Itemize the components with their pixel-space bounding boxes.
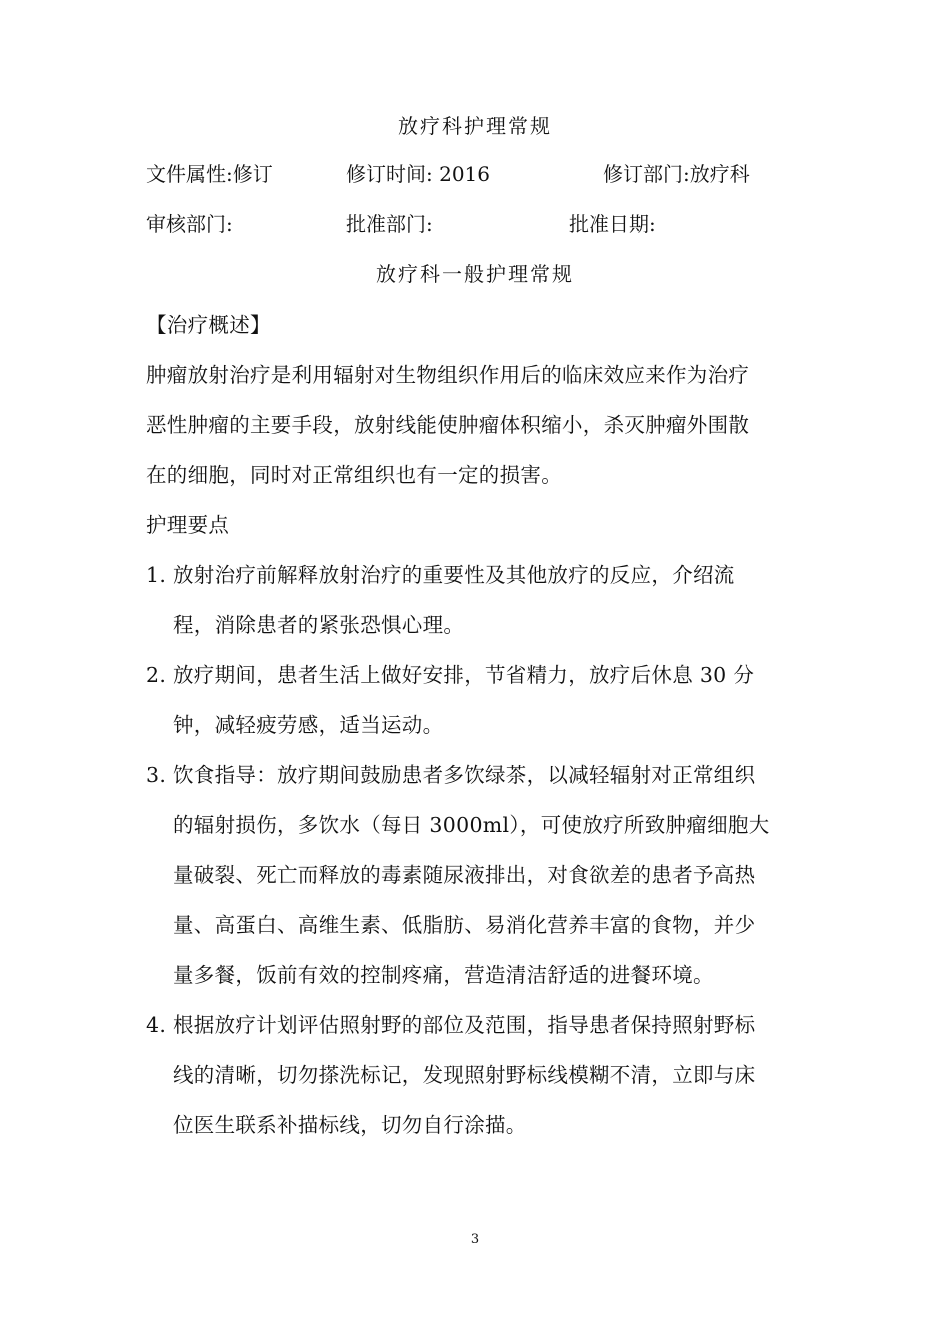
- list-item-continuation: 量多餐，饭前有效的控制疼痛，营造清洁舒适的进餐环境。: [173, 963, 714, 987]
- revision-department: 修订部门:放疗科: [603, 162, 750, 186]
- overview-line: 恶性肿瘤的主要手段，放射线能使肿瘤体积缩小，杀灭肿瘤外围散: [146, 413, 750, 437]
- list-item-continuation: 量破裂、死亡而释放的毒素随尿液排出，对食欲差的患者予高热: [173, 863, 756, 887]
- list-item-number: 1.: [146, 563, 167, 587]
- overview-line: 在的细胞，同时对正常组织也有一定的损害。: [146, 463, 562, 487]
- list-item-number: 4.: [146, 1013, 167, 1037]
- list-item-continuation: 线的清晰，切勿搽洗标记，发现照射野标线模糊不清，立即与床: [173, 1063, 756, 1087]
- list-item-number: 3.: [146, 763, 167, 787]
- approval-date: 批准日期:: [569, 212, 656, 236]
- list-item-number: 2.: [146, 663, 167, 687]
- list-item-text: 放射治疗前解释放射治疗的重要性及其他放疗的反应，介绍流: [173, 563, 735, 587]
- approval-department: 批准部门:: [346, 212, 433, 236]
- list-item-text: 饮食指导：放疗期间鼓励患者多饮绿茶，以减轻辐射对正常组织: [173, 763, 756, 787]
- list-item: [146, 758, 755, 788]
- list-item-continuation: 的辐射损伤，多饮水（每日 3000ml），可使放疗所致肿瘤细胞大: [173, 813, 770, 837]
- revision-time: 修订时间: 2016: [346, 162, 490, 186]
- list-item: [146, 658, 754, 688]
- page-number: 3: [470, 1232, 480, 1247]
- file-attribute: 文件属性:修订: [146, 162, 273, 186]
- list-item-continuation: 量、高蛋白、高维生素、低脂肪、易消化营养丰富的食物，并少: [173, 913, 756, 937]
- review-department: 审核部门:: [146, 212, 233, 236]
- list-item-continuation: 程，消除患者的紧张恐惧心理。: [173, 613, 465, 637]
- list-item-text: 根据放疗计划评估照射野的部位及范围，指导患者保持照射野标: [173, 1013, 756, 1037]
- section-heading-care-points: 护理要点: [146, 513, 230, 537]
- list-item-continuation: 钟，减轻疲劳感，适当运动。: [173, 713, 444, 737]
- list-item: [146, 1008, 755, 1038]
- document-subtitle: 放疗科一般护理常规: [376, 262, 574, 286]
- overview-line: 肿瘤放射治疗是利用辐射对生物组织作用后的临床效应来作为治疗: [146, 363, 750, 387]
- list-item: [146, 558, 735, 588]
- section-heading-overview: 【治疗概述】: [146, 313, 271, 337]
- list-item-text: 放疗期间，患者生活上做好安排，节省精力，放疗后休息 30 分: [173, 663, 755, 687]
- document-title: 放疗科护理常规: [398, 114, 552, 138]
- list-item-continuation: 位医生联系补描标线，切勿自行涂描。: [173, 1113, 527, 1137]
